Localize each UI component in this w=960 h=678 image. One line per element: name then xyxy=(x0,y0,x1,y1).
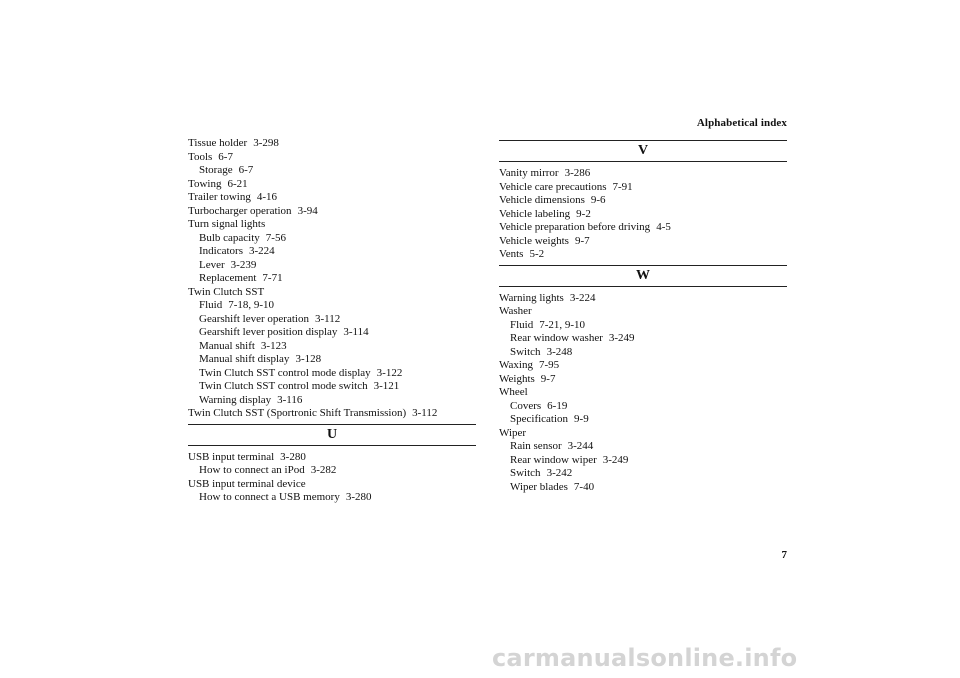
index-entry xyxy=(188,178,476,192)
index-term: Tissue holder xyxy=(188,137,248,149)
index-term: Vanity mirror xyxy=(499,167,559,179)
index-term: Wheel xyxy=(499,386,528,398)
index-entry xyxy=(499,248,787,262)
index-term: Twin Clutch SST xyxy=(188,285,265,298)
page-reference: 3-128 xyxy=(295,353,322,365)
index-subentry xyxy=(499,413,787,427)
page-reference: 3-239 xyxy=(230,258,257,271)
index-subentry xyxy=(499,481,787,495)
section-header-v: V xyxy=(499,140,787,162)
index-term: Storage xyxy=(199,164,233,176)
index-term: USB input terminal device xyxy=(188,477,306,490)
page-reference: 4-5 xyxy=(656,221,671,233)
index-term: Rear window washer xyxy=(510,332,603,344)
index-entry xyxy=(188,191,476,205)
index-entry xyxy=(188,151,476,165)
page-reference: 3-94 xyxy=(297,204,318,217)
index-entry xyxy=(499,427,787,441)
page-reference: 7-21, 9-10 xyxy=(539,318,586,331)
index-term: Fluid xyxy=(510,318,534,331)
index-entry xyxy=(499,194,787,208)
page-number: 7 xyxy=(781,549,787,561)
index-entry xyxy=(499,167,787,181)
index-term: Towing xyxy=(188,177,222,190)
index-subentry xyxy=(499,440,787,454)
page-reference: 7-95 xyxy=(538,359,560,371)
section-header-w: W xyxy=(499,265,787,287)
index-term: Vehicle preparation before driving xyxy=(499,221,651,233)
index-term: Twin Clutch SST (Sportronic Shift Transmission) xyxy=(188,407,407,419)
index-term: Rear window wiper xyxy=(510,453,597,466)
page-reference: 7-56 xyxy=(265,231,286,244)
page-reference: 7-71 xyxy=(262,272,283,284)
index-entry xyxy=(188,286,476,300)
page-reference: 3-286 xyxy=(564,167,591,179)
page-reference: 6-21 xyxy=(227,177,248,190)
page-reference: 6-7 xyxy=(238,164,254,176)
page-reference: 3-298 xyxy=(253,137,279,149)
page-reference: 3-224 xyxy=(248,245,275,257)
index-entry xyxy=(188,478,476,492)
page-reference: 6-19 xyxy=(547,399,568,412)
index-term: Turn signal lights xyxy=(188,218,266,230)
index-entry xyxy=(499,181,787,195)
page-reference: 3-280 xyxy=(280,450,306,463)
page-reference: 9-2 xyxy=(576,207,591,220)
index-entry xyxy=(499,373,787,387)
index-entry xyxy=(188,205,476,219)
index-subentry xyxy=(499,454,787,468)
page-header-title: Alphabetical index xyxy=(696,117,787,129)
index-term: Switch xyxy=(510,467,541,479)
index-entry xyxy=(499,208,787,222)
index-entry xyxy=(499,292,787,306)
page-reference: 3-248 xyxy=(546,345,573,358)
page-reference: 3-249 xyxy=(602,453,629,466)
page-reference: 7-40 xyxy=(573,480,595,493)
index-subentry xyxy=(188,394,476,408)
index-entry xyxy=(499,386,787,400)
index-entry xyxy=(188,137,476,151)
index-term: USB input terminal xyxy=(188,450,275,463)
index-column-left xyxy=(188,137,476,505)
index-term: Vehicle weights xyxy=(499,234,569,247)
page-reference: 3-280 xyxy=(345,491,372,503)
page-reference: 7-91 xyxy=(612,180,633,193)
page-reference: 3-112 xyxy=(412,407,438,419)
page-reference: 4-16 xyxy=(256,191,278,203)
index-term: Lever xyxy=(199,258,225,271)
index-entry xyxy=(188,407,476,421)
index-term: Twin Clutch SST control mode display xyxy=(199,366,371,379)
index-entry xyxy=(499,359,787,373)
page-reference: 7-18, 9-10 xyxy=(228,299,275,311)
index-subentry xyxy=(188,259,476,273)
index-term: Manual shift xyxy=(199,339,255,352)
index-entry xyxy=(499,305,787,319)
index-subentry xyxy=(499,332,787,346)
page-reference: 9-7 xyxy=(574,234,590,247)
index-term: Twin Clutch SST control mode switch xyxy=(199,380,368,392)
index-term: Tools xyxy=(188,150,213,163)
page-reference: 3-123 xyxy=(260,339,287,352)
index-term: Fluid xyxy=(199,299,223,311)
index-subentry xyxy=(188,353,476,367)
page-reference: 3-116 xyxy=(277,393,303,406)
index-term: Wiper xyxy=(499,426,527,439)
index-term: Wiper blades xyxy=(510,480,568,493)
page-reference: 3-282 xyxy=(310,464,337,476)
index-term: Manual shift display xyxy=(199,353,290,365)
index-term: Vehicle labeling xyxy=(499,207,571,220)
page-reference: 5-2 xyxy=(529,248,545,260)
index-subentry xyxy=(188,299,476,313)
index-entry xyxy=(499,221,787,235)
index-term: Vehicle care precautions xyxy=(499,180,607,193)
index-subentry xyxy=(188,464,476,478)
index-subentry xyxy=(188,272,476,286)
page-reference: 9-6 xyxy=(590,194,606,206)
index-term: How to connect a USB memory xyxy=(199,491,340,503)
index-term: Switch xyxy=(510,345,541,358)
page-reference: 3-249 xyxy=(608,332,635,344)
section-header-u: U xyxy=(188,424,476,446)
index-term: Rain sensor xyxy=(510,440,562,452)
index-term: Indicators xyxy=(199,245,243,257)
index-subentry xyxy=(188,340,476,354)
watermark: carmanualsonline.info xyxy=(492,644,798,672)
index-term: How to connect an iPod xyxy=(199,464,305,476)
page-reference: 6-7 xyxy=(218,150,233,163)
index-subentry xyxy=(499,319,787,333)
index-term: Vents xyxy=(499,248,524,260)
page-reference: 3-114 xyxy=(343,326,369,338)
index-term: Gearshift lever position display xyxy=(199,326,338,338)
index-term: Bulb capacity xyxy=(199,231,260,244)
index-entry xyxy=(499,235,787,249)
index-subentry xyxy=(188,367,476,381)
page-reference: 3-112 xyxy=(314,312,341,325)
index-column-right xyxy=(499,140,787,494)
index-term: Vehicle dimensions xyxy=(499,194,585,206)
page-reference: 9-7 xyxy=(540,372,556,385)
index-term: Specification xyxy=(510,413,569,425)
index-subentry xyxy=(188,245,476,259)
index-subentry xyxy=(499,400,787,414)
page-reference: 9-9 xyxy=(574,413,589,425)
index-subentry xyxy=(188,326,476,340)
page-reference: 3-244 xyxy=(567,440,594,452)
index-entry xyxy=(188,451,476,465)
index-subentry xyxy=(188,164,476,178)
index-term: Warning display xyxy=(199,393,272,406)
page-reference: 3-121 xyxy=(373,380,400,392)
index-entry xyxy=(188,218,476,232)
index-subentry xyxy=(499,346,787,360)
index-subentry xyxy=(188,380,476,394)
index-subentry xyxy=(188,491,476,505)
index-subentry xyxy=(188,232,476,246)
index-term: Gearshift lever operation xyxy=(199,312,309,325)
index-subentry xyxy=(188,313,476,327)
index-term: Warning lights xyxy=(499,291,564,304)
index-term: Washer xyxy=(499,305,532,317)
page-reference: 3-224 xyxy=(569,291,596,304)
index-term: Replacement xyxy=(199,272,257,284)
index-subentry xyxy=(499,467,787,481)
index-term: Weights xyxy=(499,372,535,385)
index-term: Trailer towing xyxy=(188,191,251,203)
index-term: Covers xyxy=(510,399,542,412)
page-reference: 3-242 xyxy=(546,467,573,479)
page-reference: 3-122 xyxy=(376,366,403,379)
index-term: Turbocharger operation xyxy=(188,204,292,217)
index-term: Waxing xyxy=(499,359,533,371)
